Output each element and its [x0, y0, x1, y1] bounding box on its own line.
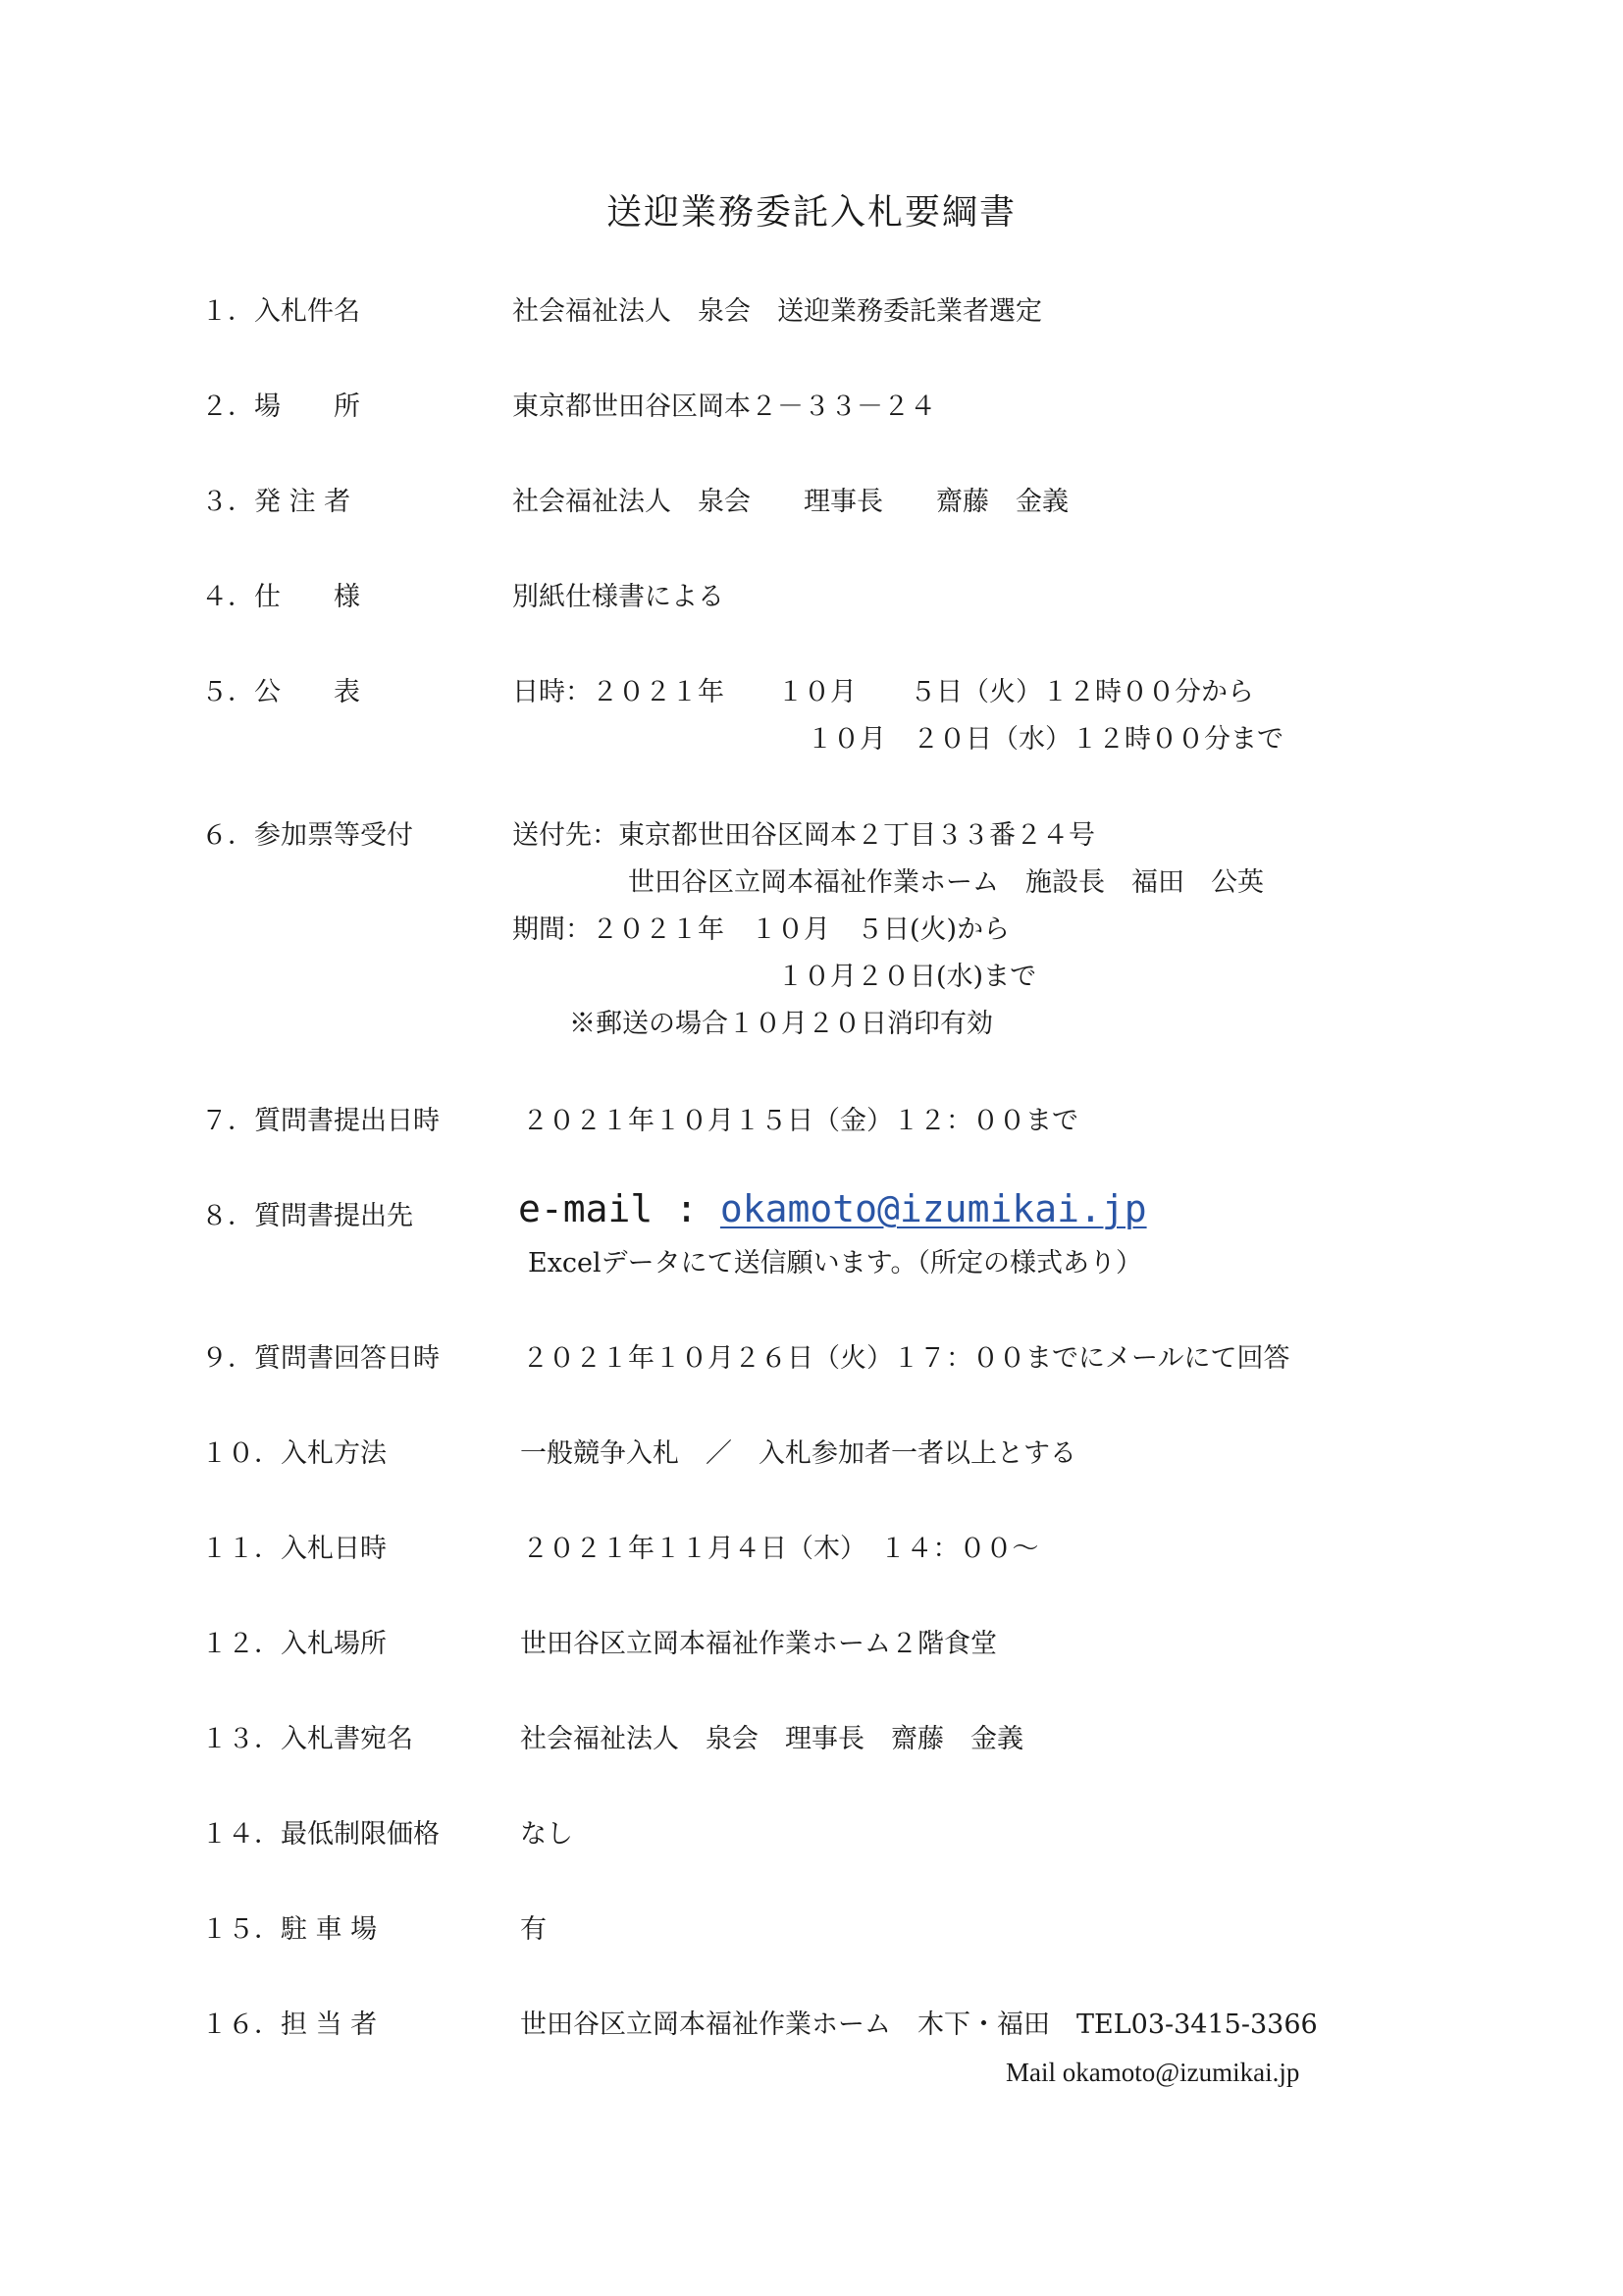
item-label: ９．質問書回答日時	[201, 1343, 440, 1374]
item-value: ２０２１年１０月２６日（火）１７：００までにメールにて回答	[522, 1343, 1290, 1374]
item-label: ３．発 注 者	[201, 487, 351, 517]
item-label: ５．公 表	[201, 677, 360, 707]
email-prefix: e-mail :	[518, 1187, 720, 1230]
item-value: ２０２１年１１月４日（木） １４：００～	[522, 1534, 1039, 1564]
contact-mail: Mail okamoto@izumikai.jp	[1006, 2058, 1300, 2087]
item-value: 社会福祉法人 泉会 理事長 齋藤 金義	[512, 487, 1069, 517]
announcement-end: １０月 ２０日（水）１２時００分まで	[807, 724, 1283, 755]
announcement-start: 日時：２０２１年 １０月 ５日（火）１２時００分から	[512, 677, 1254, 707]
item-label: １４．最低制限価格	[201, 1819, 440, 1850]
item-value: 世田谷区立岡本福祉作業ホーム２階食堂	[520, 1629, 997, 1659]
item-value: 別紙仕様書による	[512, 582, 724, 612]
item-label: ７．質問書提出日時	[201, 1106, 440, 1136]
item-label: ６．参加票等受付	[201, 820, 413, 851]
item-value: なし	[520, 1819, 573, 1850]
item-label: １２．入札場所	[201, 1629, 387, 1659]
reception-destination: 送付先：東京都世田谷区岡本２丁目３３番２４号	[512, 820, 1095, 851]
item-value: ２０２１年１０月１５日（金）１２：００まで	[522, 1106, 1078, 1136]
question-email-link[interactable]: okamoto@izumikai.jp	[719, 1187, 1147, 1230]
question-email-note: Excelデータにて送信願います。（所定の様式あり）	[528, 1248, 1143, 1278]
item-label: １３．入札書宛名	[201, 1724, 413, 1754]
item-label: １６．担 当 者	[201, 2009, 378, 2040]
item-label: ２．場 所	[201, 391, 360, 422]
item-label: １．入札件名	[201, 296, 360, 327]
item-label: １５．駐 車 場	[201, 1914, 378, 1945]
item-label: ８．質問書提出先	[201, 1201, 413, 1231]
contact-facility-tel: 世田谷区立岡本福祉作業ホーム 木下・福田 TEL03-3415-3366	[520, 2009, 1318, 2040]
reception-period-end: １０月２０日(水)まで	[777, 962, 1037, 992]
reception-facility: 世田谷区立岡本福祉作業ホーム 施設長 福田 公英	[628, 867, 1264, 898]
reception-postal-note: ※郵送の場合１０月２０日消印有効	[569, 1009, 993, 1039]
item-value: 一般競争入札 ／ 入札参加者一者以上とする	[520, 1438, 1076, 1469]
reception-period-start: 期間：２０２１年 １０月 ５日(火)から	[512, 914, 1011, 945]
item-value: 社会福祉法人 泉会 送迎業務委託業者選定	[512, 296, 1042, 327]
item-value: 東京都世田谷区岡本２－３３－２４	[512, 391, 936, 422]
item-label: ４．仕 様	[201, 582, 360, 612]
question-email-line	[518, 1185, 1147, 1232]
item-label: １０．入札方法	[201, 1438, 387, 1469]
item-value: 有	[520, 1914, 547, 1945]
item-value: 社会福祉法人 泉会 理事長 齋藤 金義	[520, 1724, 1023, 1754]
item-label: １１．入札日時	[201, 1534, 387, 1564]
page-title: 送迎業務委託入札要綱書	[605, 192, 1017, 233]
